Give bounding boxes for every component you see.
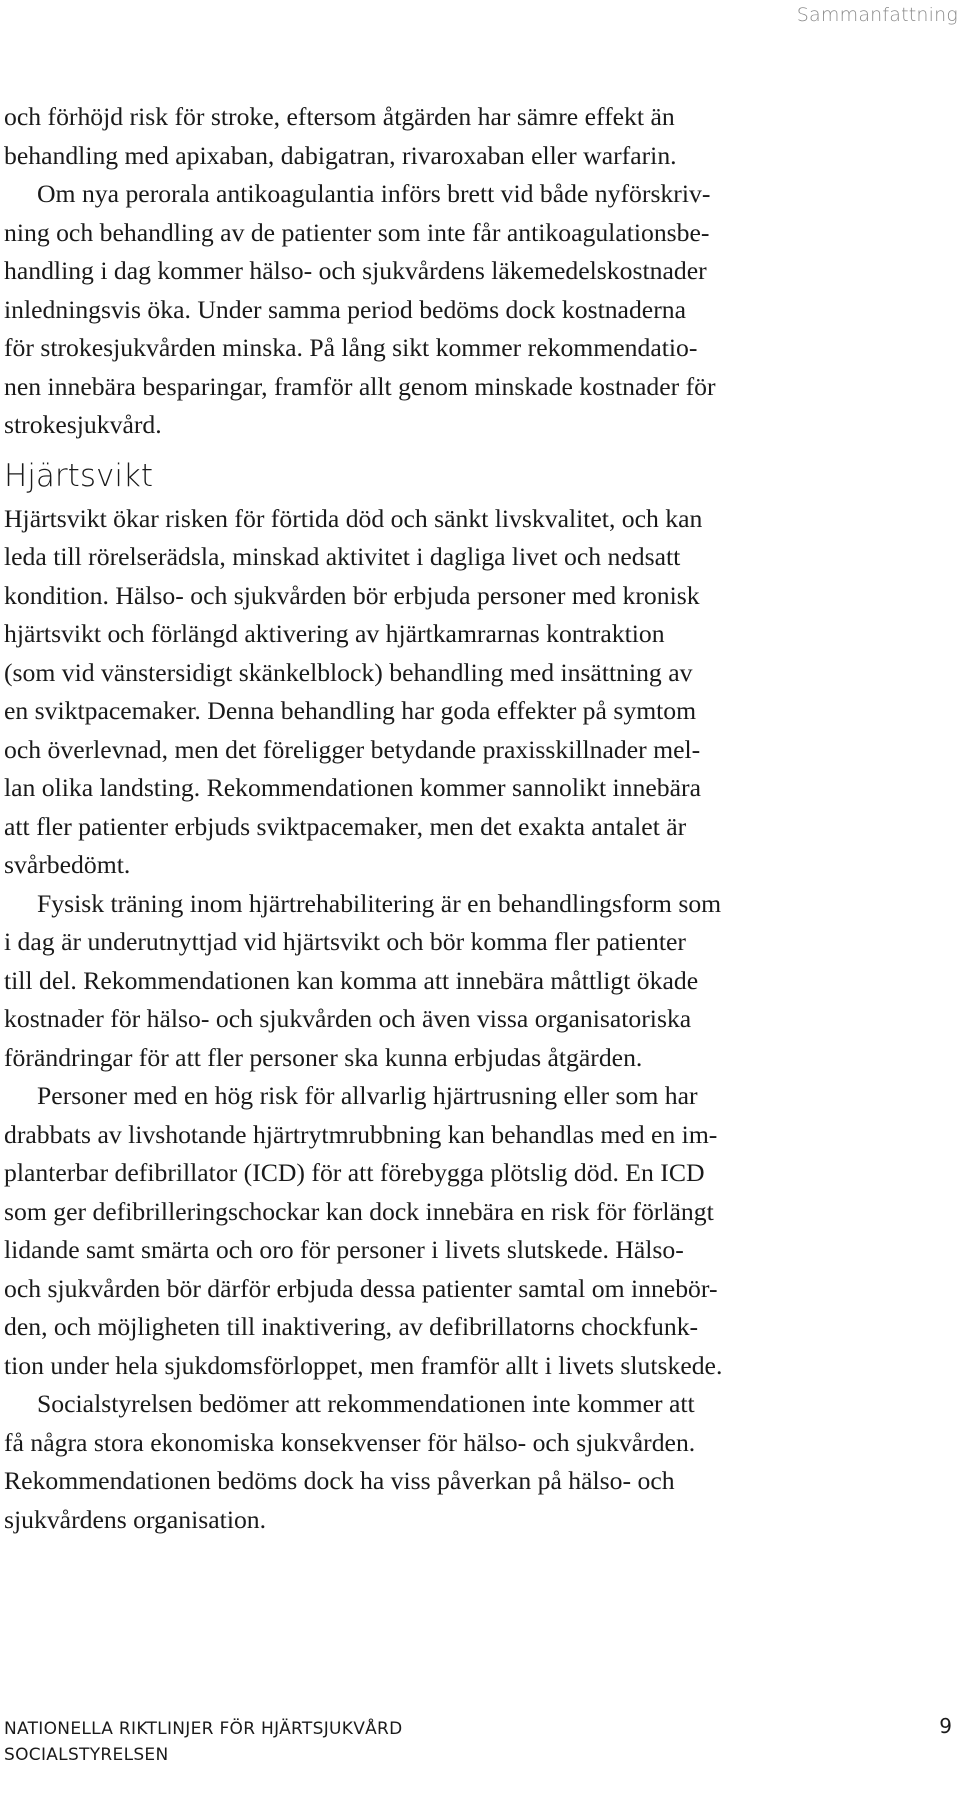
- text-line: kondition. Hälso- och sjukvården bör erbjuda personer med kronisk: [4, 580, 700, 610]
- text-line: Om nya perorala antikoagulantia införs brett vid både nyförskriv-: [37, 179, 711, 208]
- paragraph-icd: [4, 1077, 956, 1385]
- text-line: planterbar defibrillator (ICD) för att förebygga plötslig död. En ICD: [4, 1158, 705, 1187]
- text-line: få några stora ekonomiska konsekvenser för hälso- och sjukvården.: [4, 1427, 696, 1457]
- text-line: för strokesjukvården minska. På lång sikt kommer rekommendatio-: [4, 333, 698, 362]
- footer-publication-title: NATIONELLA RIKTLINJER FÖR HJÄRTSJUKVÅRD: [4, 1719, 403, 1739]
- text-line: Fysisk träning inom hjärtrehabilitering är en behandlingsform som: [37, 888, 722, 918]
- main-text: [4, 98, 956, 1539]
- text-line: inledningsvis öka. Under samma period bedöms dock kostnaderna: [4, 294, 686, 324]
- text-line: strokesjukvård.: [4, 410, 162, 439]
- page-footer: [4, 1716, 403, 1768]
- text-line: förändringar för att fler personer ska kunna erbjudas åtgärden.: [4, 1042, 643, 1072]
- text-line: i dag är underutnyttjad vid hjärtsvikt och bör komma fler patienter: [4, 927, 686, 956]
- running-header: Sammanfattning: [796, 4, 958, 26]
- text-line: Hjärtsvikt ökar risken för förtida död och sänkt livskvalitet, och kan: [4, 503, 703, 533]
- text-line: Rekommendationen bedöms dock ha viss påverkan på hälso- och: [4, 1466, 675, 1495]
- text-line: den, och möjligheten till inaktivering, av defibrillatorns chockfunk-: [4, 1312, 699, 1341]
- paragraph-fysisk-traning: [4, 885, 956, 1078]
- text-line: drabbats av livshotande hjärtrytmrubbning kan behandlas med en im-: [4, 1119, 718, 1149]
- text-line: svårbedömt.: [4, 850, 131, 879]
- text-line: Personer med en hög risk för allvarlig hjärtrusning eller som har: [37, 1081, 698, 1110]
- text-line: handling i dag kommer hälso- och sjukvårdens läkemedelskostnader: [4, 256, 707, 285]
- text-line: ning och behandling av de patienter som inte får antikoagulationsbe-: [4, 217, 710, 247]
- text-line: och överlevnad, men det föreligger betydande praxisskillnader mel-: [4, 734, 701, 764]
- text-line: en sviktpacemaker. Denna behandling har goda effekter på symtom: [4, 696, 697, 725]
- text-line: lan olika landsting. Rekommendationen kommer sannolikt innebära: [4, 773, 701, 802]
- text-line: Socialstyrelsen bedömer att rekommendationen inte kommer att: [37, 1389, 695, 1418]
- paragraph-socialstyrelsen-bedomning: [4, 1385, 956, 1539]
- section-heading-hjartsvikt: Hjärtsvikt: [4, 457, 154, 494]
- text-line: lidande samt smärta och oro för personer i livets slutskede. Hälso-: [4, 1235, 684, 1264]
- text-line: och sjukvården bör därför erbjuda dessa patienter samtal om innebör-: [4, 1273, 718, 1303]
- text-line: nen innebära besparingar, framför allt genom minskade kostnader för: [4, 371, 716, 401]
- footer-publisher: SOCIALSTYRELSEN: [4, 1745, 169, 1765]
- text-line: som ger defibrilleringschockar kan dock innebära en risk för förlängt: [4, 1196, 714, 1226]
- text-line: sjukvårdens organisation.: [4, 1504, 267, 1534]
- text-line: (som vid vänstersidigt skänkelblock) behandling med insättning av: [4, 657, 693, 687]
- paragraph-stroke-continuation: [4, 98, 956, 175]
- paragraph-sviktpacemaker: [4, 500, 956, 885]
- text-line: leda till rörelserädsla, minskad aktivitet i dagliga livet och nedsatt: [4, 542, 681, 571]
- text-line: att fler patienter erbjuds sviktpacemaker, men det exakta antalet är: [4, 811, 687, 841]
- text-line: och förhöjd risk för stroke, eftersom åtgärden har sämre effekt än: [4, 102, 675, 131]
- page-number: 9: [939, 1714, 952, 1738]
- paragraph-antikoagulantia-costs: [4, 175, 956, 445]
- text-line: till del. Rekommendationen kan komma att innebära måttligt ökade: [4, 965, 699, 995]
- text-line: tion under hela sjukdomsförloppet, men framför allt i livets slutskede.: [4, 1350, 723, 1380]
- text-line: behandling med apixaban, dabigatran, rivaroxaban eller warfarin.: [4, 140, 677, 170]
- text-line: hjärtsvikt och förlängd aktivering av hjärtkamrarnas kontraktion: [4, 619, 665, 648]
- text-line: kostnader för hälso- och sjukvården och även vissa organisatoriska: [4, 1004, 692, 1033]
